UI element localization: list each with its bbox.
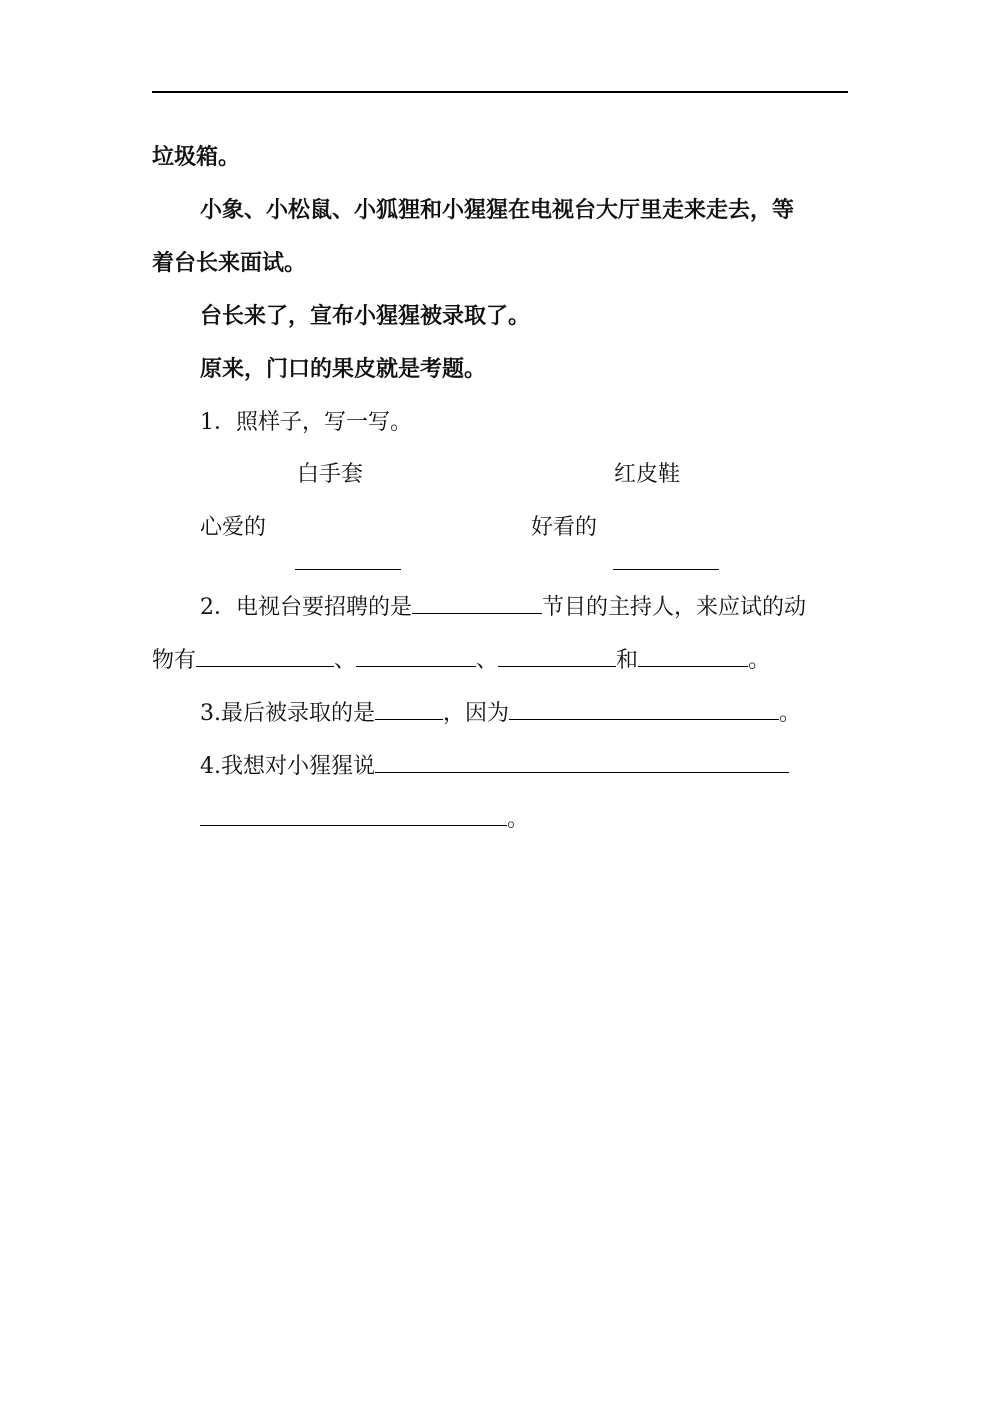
- question-2-text-2: 节目的主持人，来应试的动: [542, 595, 807, 620]
- question-1-answer-blank-a[interactable]: [295, 569, 401, 570]
- question-2-separator-3: 和: [616, 648, 639, 673]
- question-2-program-blank[interactable]: [412, 593, 542, 614]
- question-1-prompt: 1．照样子，写一写。: [200, 410, 412, 435]
- question-2-animal-blank-4[interactable]: [638, 646, 748, 667]
- question-2-text-1: 2．电视台要招聘的是: [200, 595, 412, 620]
- question-2-separator-1: 、: [334, 648, 357, 673]
- question-2-separator-2: 、: [476, 648, 499, 673]
- story-paragraph-3: 台长来了，宣布小猩猩被录取了。: [200, 304, 531, 329]
- question-4-line-1: [200, 752, 789, 781]
- question-4-line-2: [200, 805, 529, 834]
- question-1-answer-blank-b[interactable]: [613, 569, 719, 570]
- question-3-who-blank[interactable]: [375, 699, 443, 720]
- question-2-line-2: [152, 646, 770, 675]
- question-3-reason-blank[interactable]: [509, 699, 779, 720]
- question-1-item-b: 好看的: [531, 515, 598, 540]
- question-4-answer-blank-1[interactable]: [375, 752, 789, 773]
- story-paragraph-4: 原来，门口的果皮就是考题。: [200, 357, 487, 382]
- question-2-line-1: [200, 593, 806, 622]
- question-4-end: 。: [507, 807, 530, 832]
- question-3-text-1: 3.最后被录取的是: [200, 701, 375, 726]
- question-4-answer-blank-2[interactable]: [200, 805, 507, 826]
- question-1-example-a: 白手套: [297, 462, 364, 487]
- question-1-item-a: 心爱的: [200, 515, 267, 540]
- question-3-text-2: ，因为: [443, 701, 510, 726]
- question-4-text-1: 4.我想对小猩猩说: [200, 754, 375, 779]
- question-2-animal-blank-3[interactable]: [498, 646, 616, 667]
- question-3-end: 。: [779, 701, 802, 726]
- story-paragraph-2-line-2: 着台长来面试。: [152, 251, 307, 276]
- header-rule: [152, 91, 848, 93]
- question-2-end: 。: [748, 648, 771, 673]
- question-3-line: [200, 699, 801, 728]
- question-2-animal-blank-1[interactable]: [196, 646, 334, 667]
- story-paragraph-2-line-1: 小象、小松鼠、小狐狸和小猩猩在电视台大厅里走来走去，等: [200, 198, 795, 223]
- question-1-example-b: 红皮鞋: [614, 462, 681, 487]
- question-2-animal-blank-2[interactable]: [356, 646, 476, 667]
- story-line-1: 垃圾箱。: [152, 145, 241, 170]
- question-2-text-3: 物有: [152, 648, 197, 673]
